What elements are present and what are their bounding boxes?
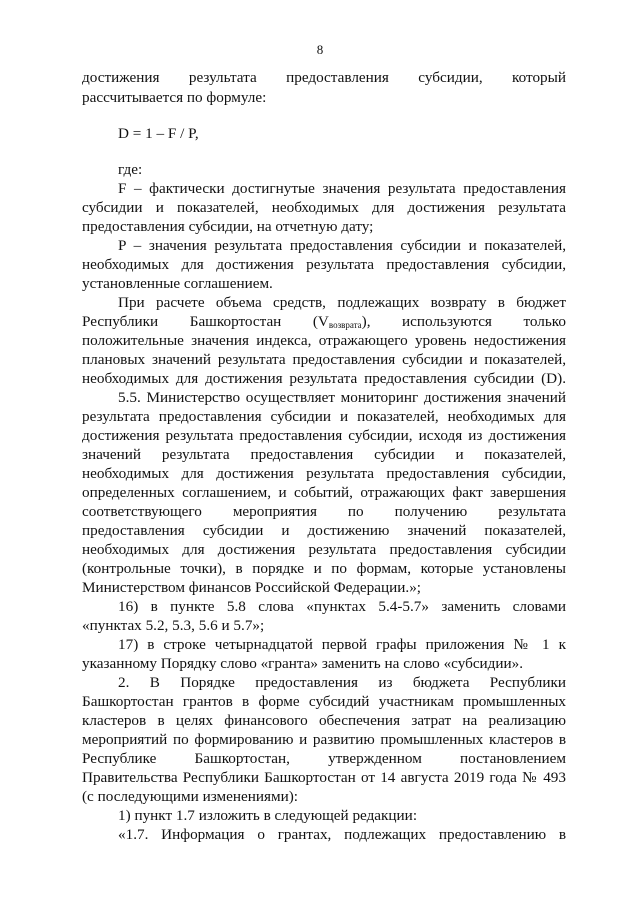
text-line: «пунктах 5.2, 5.3, 5.6 и 5.7»; bbox=[82, 617, 265, 634]
text-line: кластеров в целях финансового обеспечения затрат на реализацию bbox=[82, 712, 566, 729]
text-line: Министерством финансов Российской Федерации.»; bbox=[82, 579, 422, 596]
text-line: 16) в пункте 5.8 слова «пунктах 5.4-5.7» заменить словами bbox=[118, 598, 566, 615]
text-line: 1) пункт 1.7 изложить в следующей редакции: bbox=[118, 807, 418, 824]
text-line: достижения результата предоставления субсидии, который bbox=[82, 69, 566, 86]
text-line: Правительства Республики Башкортостан от 14 августа 2019 года № 493 bbox=[82, 769, 566, 786]
text-run: Республики Башкортостан (V bbox=[82, 313, 329, 330]
text-line: где: bbox=[118, 161, 143, 178]
text-line: При расчете объема средств, подлежащих возврату в бюджет bbox=[118, 294, 566, 311]
text-line: необходимых для достижения результата предоставления субсидии (D). bbox=[82, 370, 566, 387]
page-number: 8 bbox=[316, 42, 324, 57]
text-line: 17) в строке четырнадцатой первой графы приложения № 1 к bbox=[118, 636, 566, 653]
text-line: P – значения результата предоставления субсидии и показателей, bbox=[118, 237, 566, 254]
text-line: (с последующими изменениями): bbox=[82, 788, 298, 805]
text-line: Башкортостан грантов в форме субсидий участникам промышленных bbox=[82, 693, 566, 710]
text-line: необходимых для достижения результата предоставления субсидии bbox=[82, 541, 566, 558]
formula-line: D = 1 – F / P, bbox=[118, 125, 199, 142]
text-line: (контрольные точки), в порядке и по формам, которые установлены bbox=[82, 560, 566, 577]
text-line: «1.7. Информация о грантах, подлежащих предоставлению в bbox=[118, 826, 566, 843]
text-line: необходимых для достижения результата предоставления субсидии, bbox=[82, 256, 566, 273]
text-line: необходимых для достижения результата предоставления субсидии, bbox=[82, 465, 566, 482]
text-line: предоставления субсидии, на отчетную дату; bbox=[82, 218, 374, 235]
text-line: установленные соглашением. bbox=[82, 275, 273, 292]
text-line: достижения результата предоставления субсидии, исходя из достижения bbox=[82, 427, 566, 444]
text-line: плановых значений результата предоставления субсидии и показателей, bbox=[82, 351, 566, 368]
text-line: определенных соглашением, и событий, отражающих факт завершения bbox=[82, 484, 566, 501]
text-line: указанному Порядку слово «гранта» заменить на слово «субсидии». bbox=[82, 655, 524, 672]
subscript: возврата bbox=[328, 320, 362, 330]
text-line: соответствующего мероприятия по получению результата bbox=[82, 503, 566, 520]
text-line: мероприятий по формированию и развитию промышленных кластеров в bbox=[82, 731, 566, 748]
text-line: 5.5. Министерство осуществляет мониторинг достижения значений bbox=[118, 389, 566, 406]
text-run: ), используются только bbox=[361, 313, 566, 330]
text-line: результата предоставления субсидии и показателей, необходимых для bbox=[82, 408, 566, 425]
text-line: положительные значения индекса, отражающего уровень недостижения bbox=[82, 332, 566, 349]
text-line: значений результата предоставления субсидии и показателей, bbox=[82, 446, 566, 463]
text-line: 2. В Порядке предоставления из бюджета Республики bbox=[118, 674, 566, 691]
text-line: Республике Башкортостан, утвержденном постановлением bbox=[82, 750, 566, 767]
text-line: F – фактически достигнутые значения результата предоставления bbox=[118, 180, 566, 197]
text-line: субсидии и показателей, необходимых для достижения результата bbox=[82, 199, 566, 216]
text-line: предоставления субсидии и достижению значений показателей, bbox=[82, 522, 566, 539]
text-line: рассчитывается по формуле: bbox=[82, 89, 267, 106]
